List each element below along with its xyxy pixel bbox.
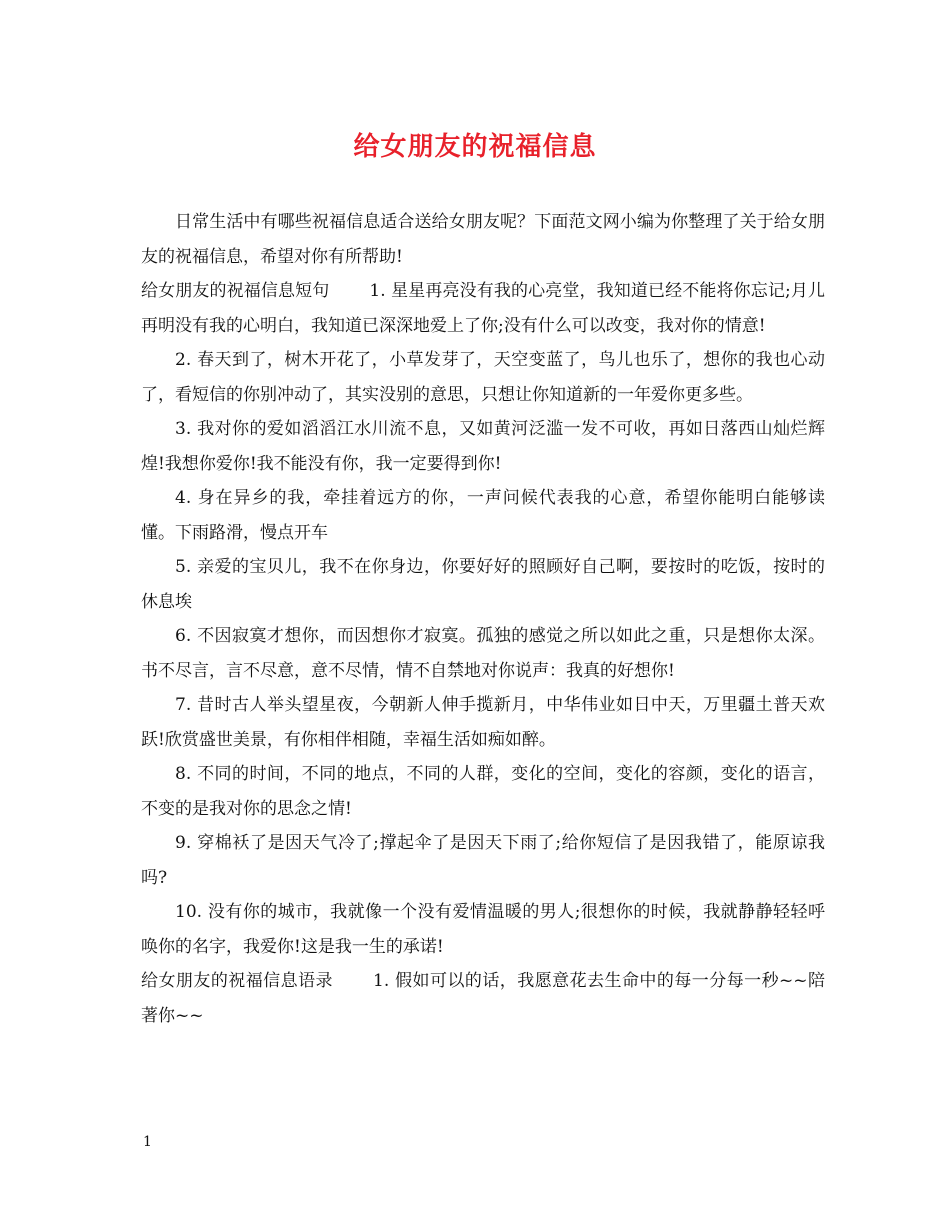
section2-paragraph: [141, 964, 825, 1033]
list-item: 8. 不同的时间，不同的地点，不同的人群，变化的空间，变化的容颜，变化的语言，不变的是我对你的思念之情!: [141, 764, 825, 819]
list-item: 4. 身在异乡的我，牵挂着远方的你，一声问候代表我的心意，希望你能明白能够读懂。下雨路滑，慢点开车: [141, 488, 825, 543]
list-item: 10. 没有你的城市，我就像一个没有爱情温暖的男人;很想你的时候，我就静静轻轻呼唤你的名字，我爱你!这是我一生的承诺!: [141, 902, 825, 957]
section1-first-item: 1. 星星再亮没有我的心亮堂，我知道已经不能将你忘记;月儿再明没有我的心明白，我知道已深深地爱上了你;没有什么可以改变，我对你的情意!: [141, 281, 826, 336]
list-item: 5. 亲爱的宝贝儿，我不在你身边，你要好好的照顾好自己啊，要按时的吃饭，按时的休息埃: [141, 557, 825, 612]
list-item: 9. 穿棉袄了是因天气冷了;撑起伞了是因天下雨了;给你短信了是因我错了，能原谅我吗?: [141, 833, 825, 888]
list-item: 6. 不因寂寞才想你，而因想你才寂寞。孤独的感觉之所以如此之重，只是想你太深。书不尽言，言不尽意，意不尽情，情不自禁地对你说声：我真的好想你!: [141, 626, 825, 681]
section2-heading: 给女朋友的祝福信息语录: [141, 971, 333, 991]
section2-first-item: 1. 假如可以的话，我愿意花去生命中的每一分每一秒~~陪著你~~: [141, 971, 825, 1026]
list-item: 2. 春天到了，树木开花了，小草发芽了，天空变蓝了，鸟儿也乐了，想你的我也心动了，看短信的你别冲动了，其实没别的意思，只想让你知道新的一年爱你更多些。: [141, 350, 825, 405]
section1-paragraph: [141, 274, 825, 343]
page-number: 1: [143, 1134, 152, 1150]
list-item: 3. 我对你的爱如滔滔江水川流不息，又如黄河泛滥一发不可收，再如日落西山灿烂辉煌!我想你爱你!我不能没有你，我一定要得到你!: [141, 419, 825, 474]
document-body: [141, 205, 825, 1033]
list-item: 7. 昔时古人举头望星夜，今朝新人伸手揽新月，中华伟业如日中天，万里疆土普天欢跃!欣赏盛世美景，有你相伴相随，幸福生活如痴如醉。: [141, 695, 825, 750]
intro-paragraph: 日常生活中有哪些祝福信息适合送给女朋友呢？下面范文网小编为你整理了关于给女朋友的祝福信息，希望对你有所帮助!: [141, 212, 825, 267]
document-title: 给女朋友的祝福信息: [353, 132, 597, 162]
section1-heading: 给女朋友的祝福信息短句: [141, 281, 330, 301]
